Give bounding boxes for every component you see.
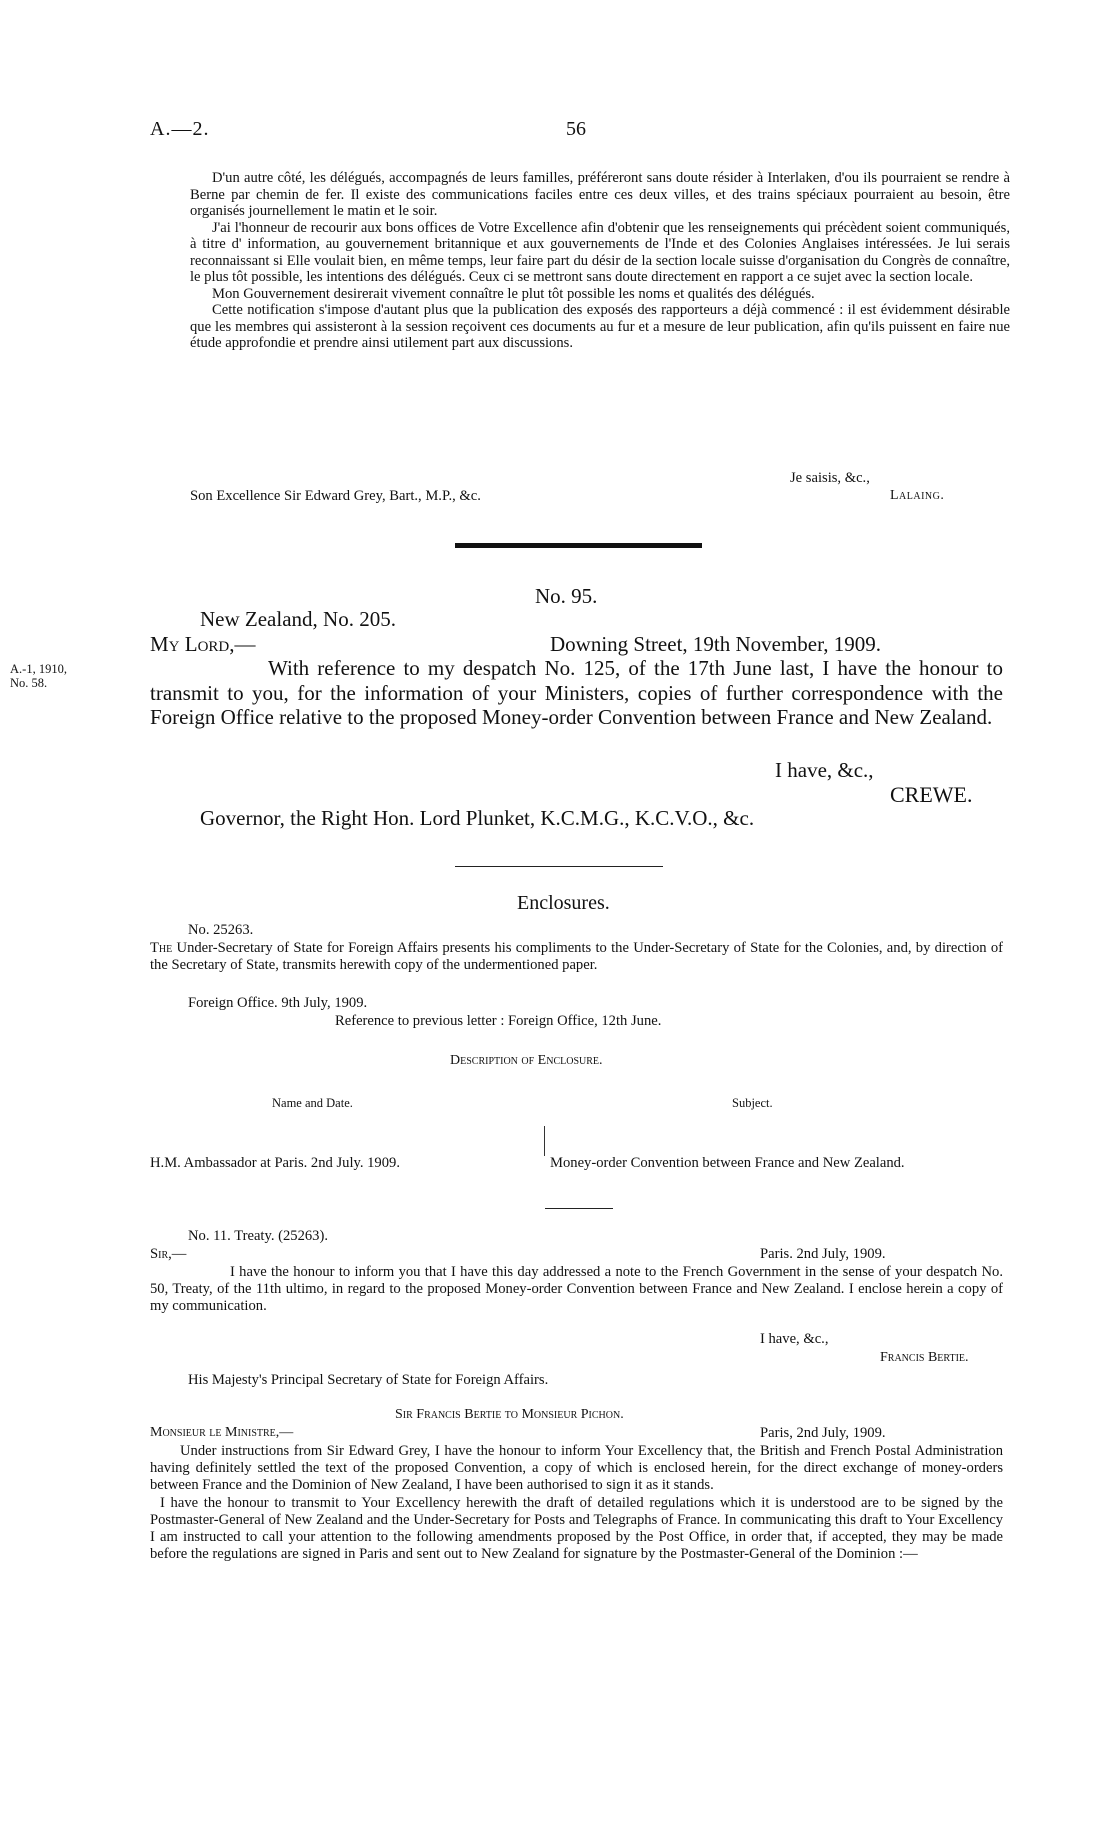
description-heading: Description of Enclosure.: [450, 1053, 603, 1068]
despatch-number: No. 95.: [535, 584, 598, 608]
place-date: Paris, 2nd July, 1909.: [760, 1425, 886, 1441]
salutation-text: My Lord,—: [150, 632, 256, 656]
enclosure-body-first-word: The: [150, 940, 173, 956]
enclosure-reference: No. 25263.: [188, 922, 254, 938]
letter-closing: I have, &c.,: [760, 1331, 829, 1347]
paragraph: D'un autre côté, les délégués, accompagnés de leurs familles, préféreront sans doute résider à Interlaken, d'ou ils pourraient se rendre à Berne par chemin de fer. Il existe des communications faciles entre ces deux villes, et des trains spéciaux pourraient au besoin, être organisés journellement le matin et le soir.: [190, 170, 1010, 219]
salutation: Sir,—: [150, 1246, 187, 1262]
letter-addressee: Son Excellence Sir Edward Grey, Bart., M.P., &c.: [190, 488, 481, 504]
letter-addressee: His Majesty's Principal Secretary of State for Foreign Affairs.: [188, 1372, 549, 1388]
section-divider: [545, 1208, 613, 1209]
letter-reference: No. 11. Treaty. (25263).: [188, 1228, 328, 1244]
despatch-addressee: Governor, the Right Hon. Lord Plunket, K.C.M.G., K.C.V.O., &c.: [200, 806, 755, 830]
letter-body: I have the honour to inform you that I have this day addressed a note to the French Government in the sense of your despatch No. 50, Treaty, of the 11th ultimo, in regard to the proposed Money-order Convention between France and New Zealand. I enclose herein a copy of my communication.: [150, 1264, 1003, 1314]
section-divider: [455, 543, 702, 548]
paragraph: Cette notification s'impose d'autant plus que la publication des exposés des rapporteurs a déjà commencé : il est évidemment désirable que les membres qui assisteront à la session reçoivent ces documents au fur et a mesure de leur publication, afin qu'ils puissent en faire nue étude approfondie et prendre ainsi utilement part aux discussions.: [190, 302, 1010, 351]
section-divider: [455, 866, 663, 867]
letter-signature: Lalaing.: [890, 488, 945, 503]
paragraph: I have the honour to transmit to Your Excellency herewith the draft of detailed regulations which it is understood are to be signed by the Postmaster-General of New Zealand and the Under-Secretary for Posts and Telegraphs of France. In communicating this draft to Your Excellency I am instructed to call your attention to the following amendments proposed by the Post Office, in order that, if accepted, they may be made before the regulations are signed in Paris and sent out to New Zealand for signature by the Postmaster-General of the Dominion :—: [150, 1494, 1003, 1563]
french-letter: [190, 170, 1010, 352]
letter-closing: Je saisis, &c.,: [790, 470, 870, 486]
paragraph: Under instructions from Sir Edward Grey, I have the honour to inform Your Excellency that, the British and French Postal Administration having definitely settled the text of the proposed Convention, a copy of which is enclosed herein, for the direct exchange of money-orders between France and the Dominion of New Zealand, I have been authorised to sign it as it stands.: [150, 1443, 1003, 1494]
previous-letter-reference: Reference to previous letter : Foreign Office, 12th June.: [335, 1013, 662, 1029]
paragraph: J'ai l'honneur de recourir aux bons offices de Votre Excellence afin d'obtenir que les renseignements qui précèdent soient communiqués, à titre d' information, au gouvernement britannique et aux gouvernements de l'Inde et des Colonies Anglaises intéressées. Je lui serais reconnaissant si Elle voulait bien, en même temps, leur faire part du désir de la section locale suisse d'organisation du Congrès de connaître, le plus tôt possible, les intentions des délégués. Ceux ci se mettront sans doute directement en rapport a ce sujet avec la section locale.: [190, 219, 1010, 285]
letter-heading: Sir Francis Bertie to Monsieur Pichon.: [395, 1407, 624, 1422]
enclosure-body: [150, 940, 1003, 974]
enclosures-title: Enclosures.: [517, 892, 610, 914]
despatch-reference: New Zealand, No. 205.: [200, 607, 396, 631]
table-row-name: H.M. Ambassador at Paris. 2nd July. 1909.: [150, 1155, 400, 1171]
column-separator: [544, 1126, 545, 1156]
paragraph: Mon Gouvernement desirerait vivement connaître le plut tôt possible les noms et qualités des délégués.: [212, 285, 815, 302]
letter-body: [150, 1443, 1003, 1563]
letter-signature: Francis Bertie.: [880, 1350, 969, 1365]
margin-note: [10, 662, 67, 690]
margin-note-line: No. 58.: [10, 676, 48, 690]
column-header-name: Name and Date.: [272, 1096, 353, 1110]
despatch-closing: I have, &c.,: [775, 758, 874, 782]
table-row-subject: Money-order Convention between France and New Zealand.: [550, 1155, 905, 1171]
enclosure-date: Foreign Office. 9th July, 1909.: [188, 995, 368, 1011]
salutation: Monsieur le Ministre,—: [150, 1425, 294, 1440]
column-header-subject: Subject.: [732, 1096, 773, 1110]
despatch-signature: CREWE.: [890, 782, 973, 807]
enclosure-body-text: Under-Secretary of State for Foreign Affairs presents his compliments to the Under-Secretary of State for the Colonies, and, by direction of the Secretary of State, transmits herewith copy of the undermentioned paper.: [150, 940, 1003, 973]
margin-note-line: A.-1, 1910,: [10, 662, 67, 676]
place-date: Paris. 2nd July, 1909.: [760, 1246, 886, 1262]
document-reference: A.—2.: [150, 118, 210, 140]
salutation: [150, 632, 256, 657]
despatch-body: With reference to my despatch No. 125, of the 17th June last, I have the honour to transmit to you, for the information of your Ministers, copies of further correspondence with the Foreign Office relative to the proposed Money-order Convention between France and New Zealand.: [150, 656, 1003, 729]
page-number: 56: [566, 118, 586, 140]
place-date: Downing Street, 19th November, 1909.: [550, 632, 882, 656]
